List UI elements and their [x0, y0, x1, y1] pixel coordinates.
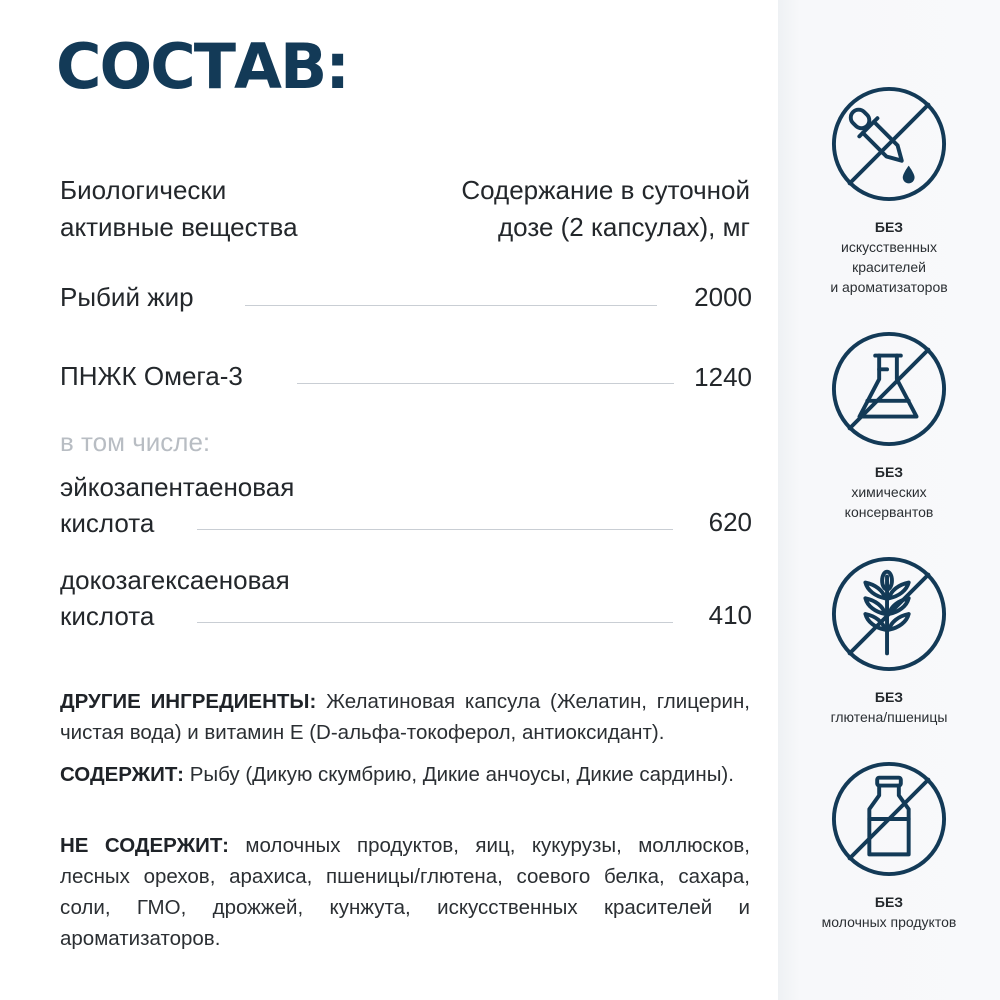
- row-leader-line: [197, 529, 673, 530]
- row-label-epa-line1: эйкозапентаеновая: [60, 472, 295, 502]
- badge-no-dairy: [783, 760, 995, 932]
- row-label-dha-line1: докозагексаеновая: [60, 565, 290, 595]
- row-value-fish-oil: 2000: [694, 282, 752, 312]
- badge-text-line: и ароматизаторов: [830, 279, 948, 295]
- contains-label: СОДЕРЖИТ:: [60, 763, 184, 786]
- badge-title: БЕЗ: [874, 689, 904, 705]
- does-not-contain-paragraph: [60, 830, 750, 954]
- badge-title: БЕЗ: [874, 219, 904, 235]
- column-header-content-line2: дозе (2 капсулах), мг: [497, 212, 750, 242]
- subheading-including: в том числе:: [60, 427, 211, 457]
- badge-text-line: искусственных: [841, 239, 937, 255]
- other-ingredients-text: Желатиновая капсула (Желатин, глицерин, чистая вода) и витамин Е (D-альфа-токоферол, антиоксидант).: [60, 690, 750, 744]
- column-header-content-line1: Содержание в суточной: [461, 175, 750, 205]
- wheat-icon: [830, 555, 948, 673]
- badge-text-line: красителей: [852, 259, 926, 275]
- badge-no-gluten: [783, 555, 995, 727]
- row-label-dha: [60, 562, 290, 634]
- other-ingredients-label: ДРУГИЕ ИНГРЕДИЕНТЫ:: [60, 690, 317, 713]
- other-ingredients-paragraph: [60, 686, 750, 748]
- badge-text-line: химических: [851, 484, 927, 500]
- badge-no-chemical-preservatives: [783, 330, 995, 522]
- contains-text: Рыбу (Дикую скумбрию, Дикие анчоусы, Дикие сардины).: [184, 763, 734, 786]
- row-leader-line: [297, 383, 674, 384]
- badge-title: БЕЗ: [874, 464, 904, 480]
- page-title: СОСТАВ:: [56, 30, 349, 103]
- column-header-content: [461, 172, 750, 246]
- badge-no-artificial-colors: [783, 85, 995, 297]
- does-not-contain-text: молочных продуктов, яиц, кукурузы, моллюсков, лесных орехов, арахиса, пшеницы/глютена, соевого белка, сахара, соли, ГМО, дрожжей, кунжута, искусственных красителей и ароматизаторов.: [60, 834, 750, 950]
- badge-text-line: молочных продуктов: [821, 914, 957, 930]
- row-leader-line: [245, 305, 657, 306]
- row-label-epa: [60, 469, 294, 541]
- row-value-epa: 620: [708, 507, 752, 537]
- milk-bottle-icon: [830, 760, 948, 878]
- contains-paragraph: [60, 759, 750, 790]
- does-not-contain-label: НЕ СОДЕРЖИТ:: [60, 834, 229, 857]
- row-label-fish-oil: Рыбий жир: [60, 282, 194, 312]
- row-value-dha: 410: [708, 600, 752, 630]
- badge-title: БЕЗ: [874, 894, 904, 910]
- flask-icon: [830, 330, 948, 448]
- column-header-substances-line2: активные вещества: [60, 212, 298, 242]
- column-header-substances: [60, 172, 298, 246]
- row-label-omega3: ПНЖК Омега-3: [60, 361, 243, 391]
- row-label-epa-line2: кислота: [60, 508, 155, 538]
- badge-text-line: консервантов: [844, 504, 934, 520]
- row-label-dha-line2: кислота: [60, 601, 155, 631]
- column-header-substances-line1: Биологически: [60, 175, 227, 205]
- row-value-omega3: 1240: [694, 362, 752, 392]
- dropper-icon: [830, 85, 948, 203]
- row-leader-line: [197, 622, 673, 623]
- badge-text-line: глютена/пшеницы: [830, 709, 948, 725]
